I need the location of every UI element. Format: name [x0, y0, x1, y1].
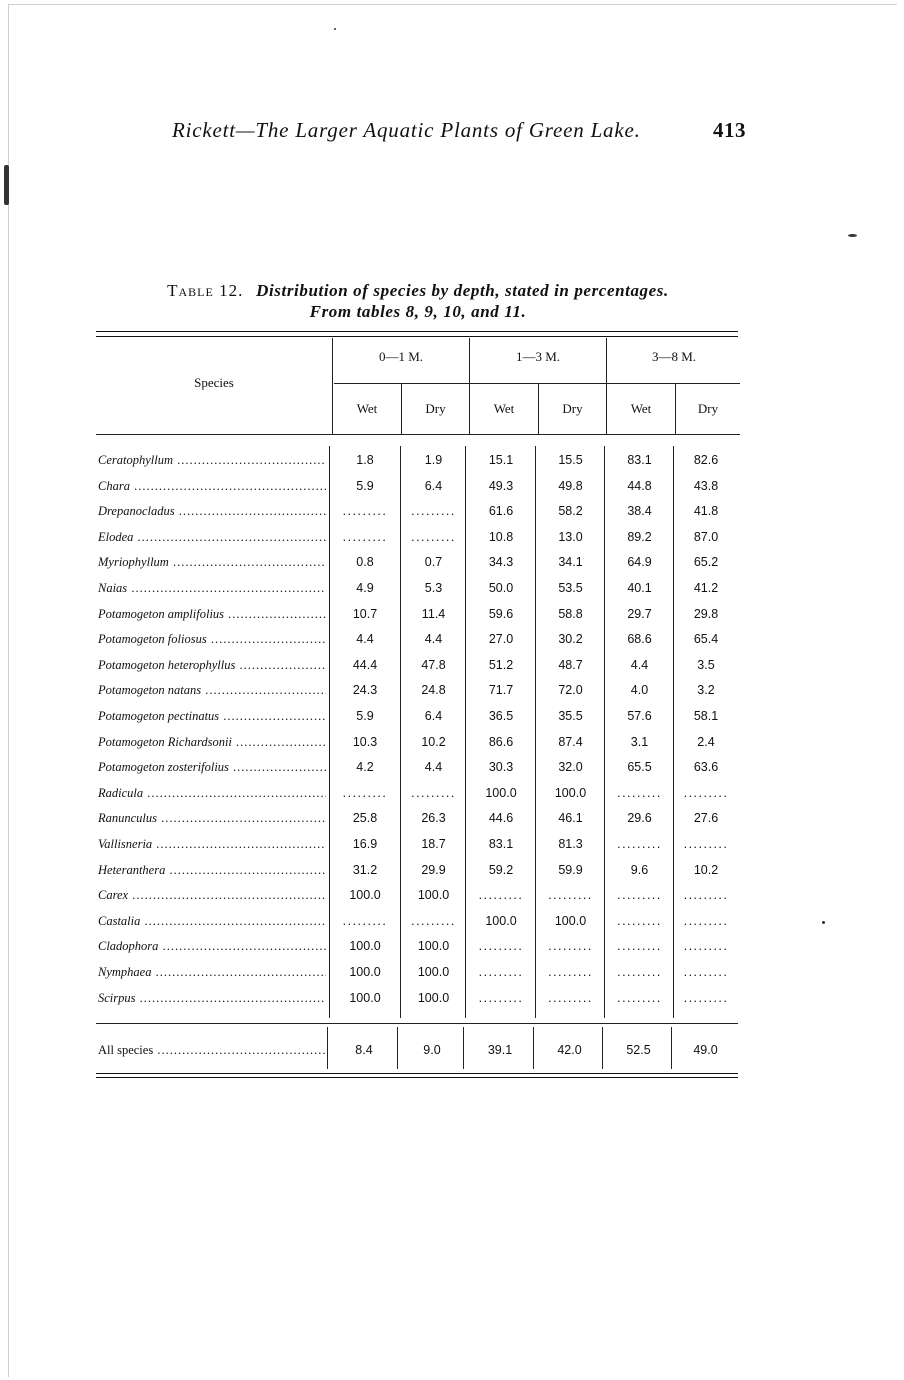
table-row — [96, 786, 738, 810]
species-name: Vallisneria ..... — [98, 837, 326, 852]
value-cell: 0.8 — [356, 555, 374, 570]
value-cell: 83.1 — [488, 837, 514, 851]
value-cell: 10.7 — [352, 606, 378, 621]
empty-cell — [674, 837, 738, 857]
value-cell: 1.8 — [356, 453, 374, 467]
value-cell: 47.8 — [421, 657, 446, 672]
value-cell: 11.4 — [421, 606, 446, 621]
species-name: Heteranthera ..... — [98, 863, 326, 878]
value-cell: 59.6 — [488, 606, 514, 621]
page-number: 413 — [713, 118, 746, 142]
species-header: Species — [194, 375, 234, 390]
value-cell: 25.8 — [352, 811, 378, 826]
value-cell: 4.4 — [630, 657, 649, 672]
total-label: All species ..... — [98, 1043, 326, 1058]
empty-cell — [674, 786, 738, 806]
species-name: Scirpus ..... — [98, 991, 326, 1006]
value-cell: 50.0 — [488, 581, 514, 595]
scan-speck — [334, 28, 336, 30]
value-cell: 49.8 — [558, 478, 583, 493]
value-cell: 57.6 — [627, 709, 652, 723]
total-cell: 8.4 — [355, 1043, 373, 1057]
table-row — [96, 888, 738, 912]
value-cell: 63.6 — [693, 760, 719, 775]
value-cell: 3.2 — [697, 683, 715, 698]
empty-cell — [605, 837, 674, 857]
scan-edge-mark — [4, 165, 9, 205]
value-cell: 5.9 — [356, 709, 374, 723]
value-cell: 72.0 — [558, 683, 583, 698]
value-cell: 81.3 — [558, 837, 583, 851]
running-head — [172, 118, 746, 146]
species-name: Nymphaea ..... — [98, 965, 326, 980]
value-cell: 30.2 — [558, 632, 583, 647]
species-name: Castalia ..... — [98, 914, 326, 929]
bottom-rule — [96, 1073, 738, 1074]
depth-3-8-header: 3—8 M. — [651, 349, 697, 364]
empty-cell — [401, 530, 466, 550]
value-cell: 29.8 — [693, 606, 719, 621]
value-cell: 15.1 — [488, 453, 514, 467]
value-cell: 26.3 — [421, 811, 446, 826]
value-cell: 3.1 — [630, 734, 649, 749]
value-cell: 10.2 — [693, 862, 719, 877]
empty-cell — [536, 939, 605, 959]
value-cell: 51.2 — [488, 657, 514, 672]
value-cell: 36.5 — [488, 709, 514, 723]
value-cell: 100.0 — [417, 888, 450, 903]
empty-cell — [674, 991, 738, 1011]
value-cell: 100.0 — [554, 913, 587, 928]
table-row — [96, 709, 738, 733]
value-cell: 100.0 — [485, 785, 517, 800]
total-cell: 49.0 — [693, 1043, 718, 1057]
total-rule — [96, 1023, 738, 1024]
value-cell: 41.8 — [693, 504, 719, 519]
dry-header: Dry — [562, 401, 583, 416]
empty-cell — [401, 786, 466, 806]
top-rule-second — [96, 336, 738, 337]
species-name: Potamogeton natans ..... — [98, 683, 326, 698]
value-cell: 24.3 — [352, 683, 378, 698]
species-name: Ranunculus ..... — [98, 811, 326, 826]
table-row — [96, 760, 738, 784]
empty-cell — [401, 914, 466, 934]
table-row — [96, 581, 738, 605]
dry-header: Dry — [697, 401, 719, 416]
table-label: Table 12. — [167, 281, 244, 300]
species-name: Potamogeton heterophyllus ..... — [98, 658, 326, 673]
value-cell: 29.9 — [421, 862, 446, 877]
value-cell: 100.0 — [417, 939, 450, 954]
value-cell: 5.3 — [424, 581, 443, 595]
value-cell: 16.9 — [352, 837, 378, 851]
wet-header: Wet — [356, 401, 378, 416]
value-cell: 49.3 — [488, 478, 514, 493]
value-cell: 31.2 — [352, 862, 378, 877]
value-cell: 29.7 — [627, 606, 652, 621]
value-cell: 9.6 — [630, 862, 649, 877]
species-name: Myriophyllum ..... — [98, 555, 326, 570]
value-cell: 58.2 — [558, 504, 583, 519]
dry-header: Dry — [425, 401, 446, 416]
empty-cell — [674, 939, 738, 959]
value-cell: 44.8 — [627, 478, 652, 493]
value-cell: 65.2 — [693, 555, 719, 570]
value-cell: 32.0 — [558, 760, 583, 775]
value-cell: 82.6 — [693, 453, 719, 467]
value-cell: 100.0 — [485, 913, 517, 928]
value-cell: 89.2 — [627, 529, 652, 544]
value-cell: 38.4 — [627, 504, 652, 519]
value-cell: 6.4 — [424, 478, 443, 493]
empty-cell — [466, 939, 536, 959]
value-cell: 24.8 — [421, 683, 446, 698]
species-name: Potamogeton Richardsonii ..... — [98, 735, 326, 750]
value-cell: 2.4 — [697, 734, 715, 749]
value-cell: 10.8 — [488, 529, 514, 544]
species-name: Elodea ..... — [98, 530, 326, 545]
table-row — [96, 991, 738, 1015]
total-cell: 9.0 — [423, 1043, 441, 1057]
empty-cell — [605, 965, 674, 985]
value-cell: 87.0 — [693, 529, 719, 544]
value-cell: 100.0 — [417, 990, 450, 1005]
value-cell: 13.0 — [558, 529, 583, 544]
empty-cell — [330, 530, 400, 550]
table-caption — [96, 280, 740, 322]
value-cell: 34.3 — [488, 555, 514, 570]
empty-cell — [674, 888, 738, 908]
value-cell: 3.5 — [697, 657, 715, 672]
value-cell: 100.0 — [349, 888, 381, 903]
empty-cell — [466, 991, 536, 1011]
total-row — [96, 1043, 738, 1067]
group-rule — [334, 383, 740, 384]
empty-cell — [330, 504, 400, 524]
species-name: Chara ..... — [98, 479, 326, 494]
species-name: Potamogeton pectinatus ..... — [98, 709, 326, 724]
value-cell: 100.0 — [349, 990, 381, 1005]
value-cell: 100.0 — [349, 939, 381, 954]
table-row — [96, 479, 738, 503]
table-row — [96, 632, 738, 656]
value-cell: 18.7 — [421, 837, 446, 851]
scan-speck — [848, 234, 857, 237]
species-name: Potamogeton amplifolius ..... — [98, 607, 326, 622]
table-row — [96, 683, 738, 707]
total-cell: 52.5 — [626, 1043, 651, 1057]
table-row — [96, 530, 738, 554]
empty-cell — [401, 504, 466, 524]
value-cell: 64.9 — [627, 555, 652, 570]
table-row — [96, 811, 738, 835]
empty-cell — [466, 888, 536, 908]
value-cell: 44.6 — [488, 811, 514, 826]
species-name: Potamogeton zosterifolius ..... — [98, 760, 326, 775]
total-cell: 42.0 — [557, 1043, 582, 1057]
value-cell: 0.7 — [424, 555, 443, 570]
table-row — [96, 658, 738, 682]
value-cell: 48.7 — [558, 657, 583, 672]
value-cell: 34.1 — [558, 555, 583, 570]
value-cell: 10.3 — [352, 734, 378, 749]
depth-1-3-header: 1—3 M. — [515, 349, 561, 364]
species-name: Carex ..... — [98, 888, 326, 903]
depth-0-1-header: 0—1 M. — [378, 349, 424, 364]
caption-line-1: Distribution of species by depth, stated in percentages. — [256, 281, 669, 300]
value-cell: 71.7 — [488, 683, 514, 698]
empty-cell — [674, 965, 738, 985]
empty-cell — [605, 991, 674, 1011]
empty-cell — [466, 965, 536, 985]
value-cell: 59.2 — [488, 862, 514, 877]
value-cell: 65.4 — [693, 632, 719, 647]
value-cell: 15.5 — [558, 453, 583, 467]
species-name: Drepanocladus ..... — [98, 504, 326, 519]
species-name: Naias ..... — [98, 581, 326, 596]
value-cell: 65.5 — [627, 760, 652, 775]
table-row — [96, 607, 738, 631]
table-row — [96, 735, 738, 759]
empty-cell — [330, 914, 400, 934]
empty-cell — [674, 914, 738, 934]
value-cell: 53.5 — [558, 581, 583, 595]
value-cell: 4.9 — [356, 581, 374, 595]
table-row — [96, 453, 738, 477]
value-cell: 30.3 — [488, 760, 514, 775]
species-name: Ceratophyllum ..... — [98, 453, 326, 468]
value-cell: 100.0 — [417, 965, 450, 979]
empty-cell — [605, 914, 674, 934]
table-row — [96, 939, 738, 963]
value-cell: 35.5 — [558, 709, 583, 723]
species-name: Cladophora ..... — [98, 939, 326, 954]
empty-cell — [605, 888, 674, 908]
value-cell: 44.4 — [352, 657, 378, 672]
scan-speck — [822, 921, 825, 924]
species-name: Potamogeton foliosus ..... — [98, 632, 326, 647]
top-rule — [96, 331, 738, 332]
empty-cell — [605, 939, 674, 959]
value-cell: 87.4 — [558, 734, 583, 749]
value-cell: 59.9 — [558, 862, 583, 877]
value-cell: 10.2 — [421, 734, 446, 749]
value-cell: 58.8 — [558, 606, 583, 621]
table-row — [96, 555, 738, 579]
value-cell: 43.8 — [693, 478, 719, 493]
table-row — [96, 504, 738, 528]
value-cell: 40.1 — [627, 581, 652, 595]
value-cell: 4.0 — [630, 683, 649, 698]
total-cell: 39.1 — [487, 1043, 513, 1057]
value-cell: 100.0 — [349, 965, 381, 979]
value-cell: 29.6 — [627, 811, 652, 826]
value-cell: 83.1 — [627, 453, 652, 467]
empty-cell — [605, 786, 674, 806]
value-cell: 46.1 — [558, 811, 583, 826]
species-name: Radicula ..... — [98, 786, 326, 801]
empty-cell — [330, 786, 400, 806]
value-cell: 58.1 — [693, 709, 719, 723]
caption-line-2: From tables 8, 9, 10, and 11. — [309, 302, 527, 321]
value-cell: 27.0 — [488, 632, 514, 647]
header-bottom-rule — [96, 434, 740, 435]
wet-header: Wet — [493, 401, 515, 416]
empty-cell — [536, 991, 605, 1011]
value-cell: 41.2 — [693, 581, 719, 595]
value-cell: 4.4 — [356, 632, 374, 647]
value-cell: 6.4 — [424, 709, 443, 723]
running-title: Rickett—The Larger Aquatic Plants of Green Lake. — [172, 118, 641, 142]
table-row — [96, 863, 738, 887]
table-row — [96, 965, 738, 989]
empty-cell — [536, 965, 605, 985]
bottom-rule-second — [96, 1077, 738, 1078]
table-row — [96, 837, 738, 861]
empty-cell — [536, 888, 605, 908]
value-cell: 27.6 — [693, 811, 719, 826]
value-cell: 1.9 — [424, 453, 443, 467]
wet-header: Wet — [630, 401, 652, 416]
value-cell: 86.6 — [488, 734, 514, 749]
value-cell: 100.0 — [554, 785, 587, 800]
value-cell: 61.6 — [488, 504, 514, 519]
value-cell: 4.2 — [356, 760, 374, 775]
table-row — [96, 914, 738, 938]
value-cell: 68.6 — [627, 632, 652, 647]
value-cell: 4.4 — [424, 760, 443, 775]
value-cell: 5.9 — [356, 478, 374, 493]
value-cell: 4.4 — [424, 632, 443, 647]
